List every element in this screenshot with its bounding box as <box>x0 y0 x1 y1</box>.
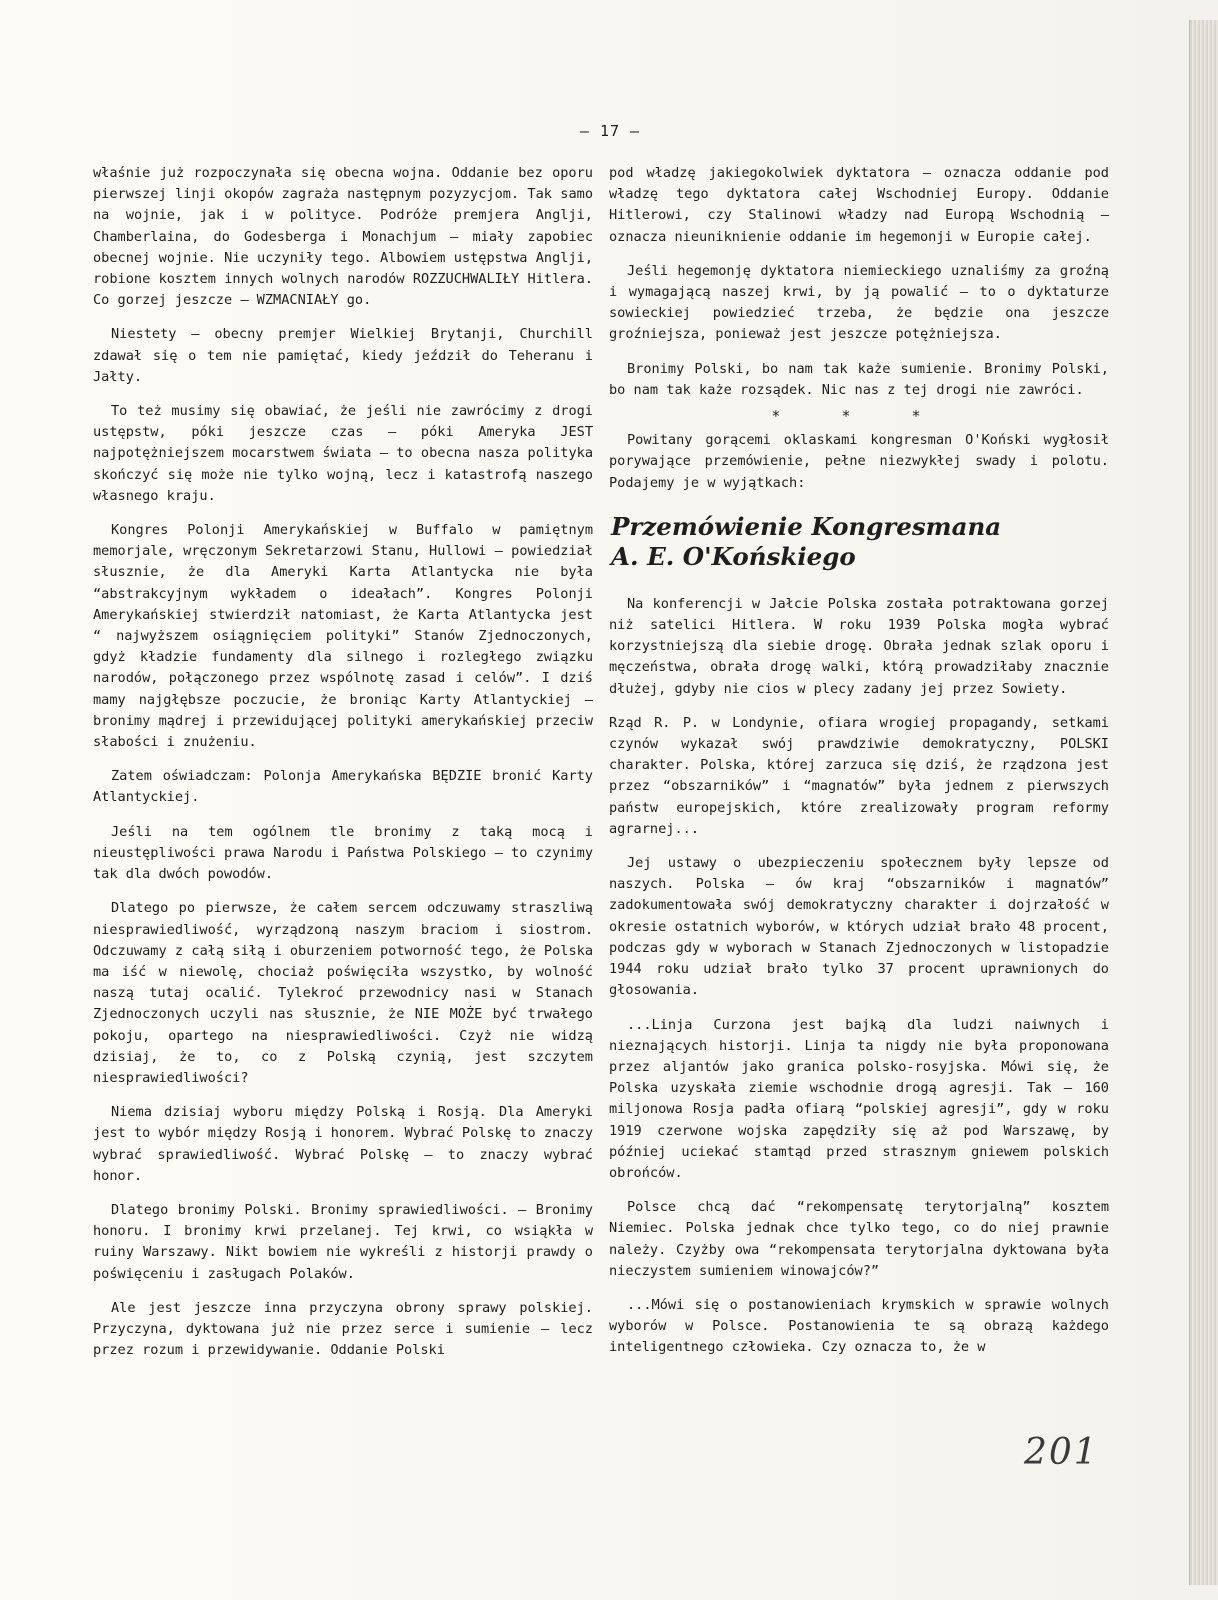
page-number: — 17 — <box>579 122 641 140</box>
paragraph: Bronimy Polski, bo nam tak każe sumienie. Bronimy Polski, bo nam tak każe rozsądek. Nic nas z tej drogi nie zawróci. <box>609 360 1109 398</box>
paragraph: Niema dzisiaj wyboru między Polską i Rosją. Dla Ameryki jest to wybór między Rosją i honorem. Wybrać Polskę to znaczy wybrać sprawiedliwość. Wybrać Polskę — to znaczy wybrać honor. <box>93 1104 593 1184</box>
left-column <box>93 163 593 1374</box>
paragraph: Powitany gorącemi oklaskami kongresman O'Koński wygłosił porywające przemówienie, pełne niezwykłej swady i polotu. Podajemy je w wyjątkach: <box>609 432 1109 491</box>
paragraph: Jeśli hegemonję dyktatora niemieckiego uznaliśmy za groźną i wymagającą naszej krwi, by ją powalić — to o dyktaturze sowieckiej powiedzieć trzeba, że będzie ona jeszcze groźniejsza, ponieważ jest jeszcze potężniejsza. <box>609 262 1109 343</box>
section-separator: * * * <box>771 407 947 426</box>
speech-title-line2: A. E. O'Końskiego <box>611 541 856 571</box>
paragraph: Na konferencji w Jałcie Polska została potraktowana gorzej niż satelici Hitlera. W roku 1939 Polska mogła wybrać korzystniejszą dla siebie drogę. Obrała jednak szlak oporu i męczeństwa, obrała drogę walki, którą prowadziłaby znacznie dłużej, gdyby nie cios w plecy zadany jej przez Sowiety. <box>609 595 1109 697</box>
paragraph: Rząd R. P. w Londynie, ofiara wrogiej propagandy, setkami czynów wykazał swój prawdziwie demokratyczny, POLSKI charakter. Polska, której zarzuca się dziś, że rządzona jest przez “obszarników” i “magnatów” była jednem z pierwszych państw europejskich, które zrealizowały program reformy agrarnej... <box>609 714 1109 837</box>
paragraph: Ale jest jeszcze inna przyczyna obrony sprawy polskiej. Przyczyna, dyktowana już nie przez serce i sumienie — lecz przez rozum i przewidywanie. Oddanie Polski <box>93 1299 593 1359</box>
paragraph: Jeśli na tem ogólnem tle bronimy z taką mocą i nieustępliwości prawa Narodu i Państwa Polskiego — to czynimy tak dla dwóch powodów. <box>93 823 593 883</box>
paragraph: Niestety — obecny premjer Wielkiej Brytanji, Churchill zdawał się o tem nie pamiętać, kiedy jeździł do Teheranu i Jałty. <box>93 326 593 385</box>
handwritten-page-number: 201 <box>1024 1432 1099 1473</box>
paragraph: Polsce chcą dać “rekompensatę terytorjalną” kosztem Niemiec. Polska jednak chce tylko tego, co do niej prawnie należy. Czyżby owa “rekompensata terytorjalna dyktowana była nieczystem sumieniem winowajców?” <box>609 1199 1109 1279</box>
paragraph: właśnie już rozpoczynała się obecna wojna. Oddanie bez oporu pierwszej linji okopów zagraża następnym pozyzycjom. Tak samo na wojnie, jak i w polityce. Podróże premjera Anglji, Chamberlaina, do Godesberga i Monachjum — miały zapobiec obecnej wojnie. Nie uczyniły tego. Albowiem ustępstwa Anglji, robione kosztem innych wolnych narodów ROZZUCHWALIŁY Hitlera. Co gorzej jeszcze — WZMACNIAŁY go. <box>93 165 593 309</box>
paragraph: Zatem oświadczam: Polonja Amerykańska BĘDZIE bronić Karty Atlantyckiej. <box>93 768 593 806</box>
speech-title-line1: Przemówienie Kongresmana <box>611 511 1002 541</box>
paragraph: ...Mówi się o postanowieniach krymskich w sprawie wolnych wyborów w Polsce. Postanowienia te są obrazą każdego inteligentnego człowieka. Czy oznacza to, że w <box>609 1296 1109 1356</box>
paragraph: Kongres Polonji Amerykańskiej w Buffalo w pamiętnym memorjale, wręczonym Sekretarzowi Stanu, Hullowi — powiedział słusznie, że dla Ameryki Karta Atlantycka nie była “abstrakcyjnym wykładem o ideałach”. Kongres Polonji Amerykańskiej stwierdził natomiast, że Karta Atlantycka jest “ najwyższem osiągnięciem polityki” Stanów Zjednoczonych, gdyż kładzie fundamenty dla silnego i rozległego związku narodów, połączonego przez wspólnotę zasad i celów”. I dziś mamy najgłębsze poczucie, że broniąc Karty Atlantyckiej — bronimy mądrej i przewidującej polityki amerykańskiej przeciw słabości i znużeniu. <box>93 522 593 751</box>
page-edges <box>1189 20 1218 1585</box>
speech-title <box>611 512 1109 572</box>
paragraph: ...Linja Curzona jest bajką dla ludzi naiwnych i nieznających historji. Linja ta nigdy nie była proponowana przez aljantów jako granica polsko-rosyjska. Mówi się, że Polska uzyskała ziemie wschodnie drogą agresji. Tak — 160 miljonowa Rosja padła ofiarą “polskiej agresji”, gdy w roku 1919 czerwone wojska zapędziły się aż pod Warszawę, by później uciekać stamtąd przed strasznym gniewem polskich obrońców. <box>609 1016 1109 1181</box>
paragraph: Dlatego po pierwsze, że całem sercem odczuwamy straszliwą niesprawiedliwość, wyrządzoną naszym braciom i siostrom. Odczuwamy z całą siłą i oburzeniem potworność tego, że Polska ma iść w niewolę, chociaż poświęciła wszystko, by wolność naszą tutaj ocalić. Tylekroć przewodnicy nasi w Stanach Zjednoczonych uczyli nas słusznie, że NIE MOŻE być trwałego pokoju, opartego na niesprawiedliwości. Czyż nie widzą dzisiaj, że to, co z Polską czynią, jest szczytem niesprawiedliwości? <box>93 900 593 1086</box>
paragraph: Dlatego bronimy Polski. Bronimy sprawiedliwości. — Bronimy honoru. I bronimy krwi przelanej. Tej krwi, co wsiąkła w ruiny Warszawy. Nikt bowiem nie wykreśli z historji prawdy o poświęceniu i zasługach Polaków. <box>93 1201 593 1282</box>
paragraph: Jej ustawy o ubezpieczeniu społecznem były lepsze od naszych. Polska — ów kraj “obszarników i magnatów” zadokumentowała swój demokratyczny charakter i dojrzałość w okresie ostatnich wyborów, w których udział brało 48 procent, podczas gdy w wyborach w Stanach Zjednoczonych w listopadzie 1944 roku udział brało tylko 37 procent uprawnionych do głosowania. <box>609 855 1109 999</box>
paragraph: To też musimy się obawiać, że jeśli nie zawrócimy z drogi ustępstw, póki jeszcze czas — póki Ameryka JEST najpotężniejszem mocarstwem świata — to obecna nasza polityka skończyć się może nie tylko wojną, lecz i katastrofą naszego własnego kraju. <box>93 403 593 504</box>
right-column <box>609 163 1109 1372</box>
paragraph: pod władzę jakiegokolwiek dyktatora — oznacza oddanie pod władzę tego dyktatora całej Wschodniej Europy. Oddanie Hitlerowi, czy Stalinowi władzy nad Europą Wschodnią — oznacza nieuniknienie oddanie im hegemonji w Europie całej. <box>609 165 1109 245</box>
